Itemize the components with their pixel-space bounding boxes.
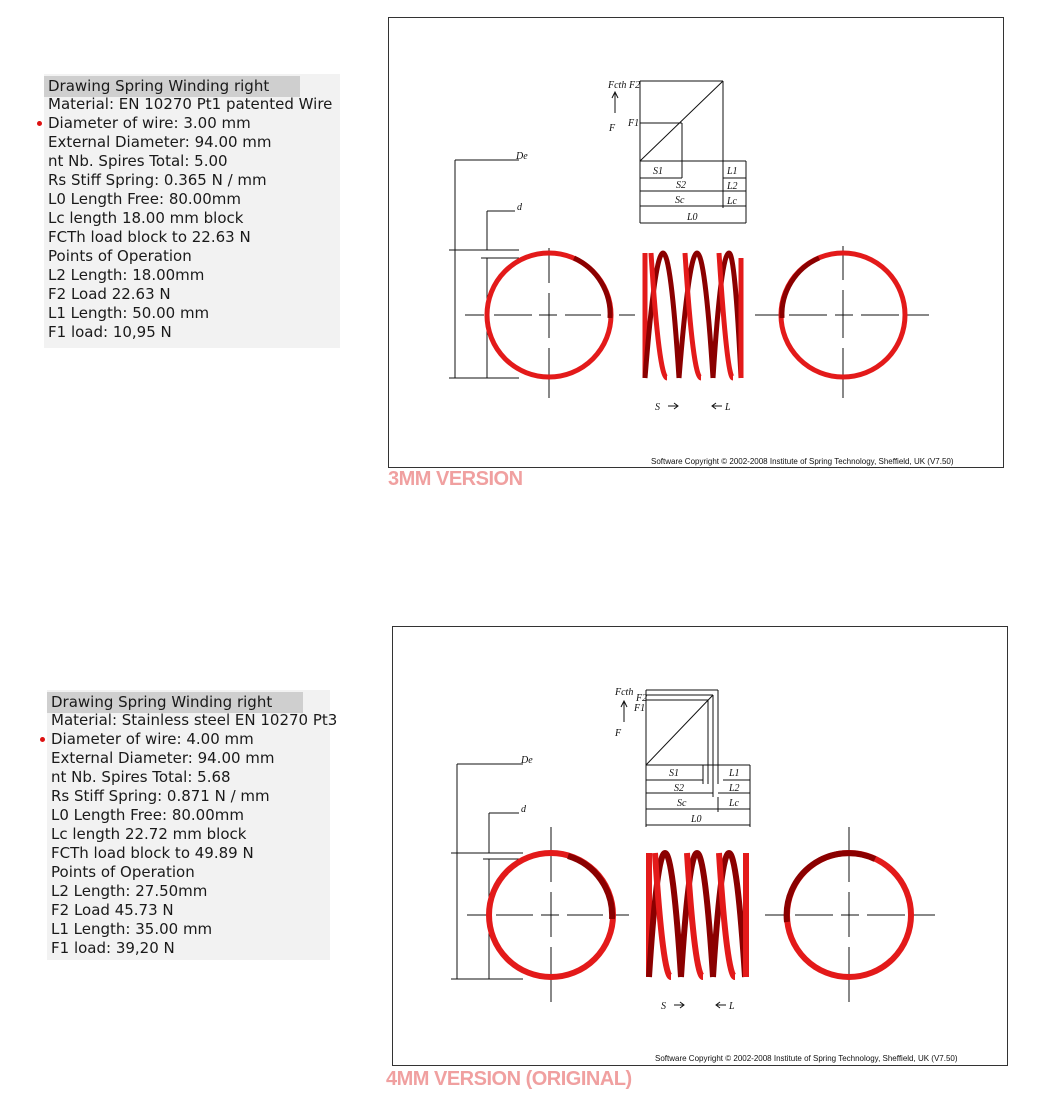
- label-f2: F2: [629, 80, 641, 91]
- label-sc: Sc: [675, 195, 685, 206]
- spec-l1: L1 Length: 50.00 mm: [48, 304, 210, 322]
- spec-fcth: FCTh load block to 22.63 N: [48, 228, 251, 246]
- label-l1: L1: [729, 768, 740, 779]
- spec-l2: L2 Length: 27.50mm: [51, 882, 208, 900]
- spec-panel-3mm: [44, 74, 340, 348]
- version-caption-3mm: 3MM VERSION: [388, 468, 523, 490]
- spec-panel-4mm: [47, 690, 338, 960]
- spring-drawing-3mm: [388, 17, 1004, 468]
- label-s2: S2: [674, 783, 684, 794]
- label-lc: Lc: [729, 798, 739, 809]
- spec-wire-diameter: Diameter of wire: 4.00 mm: [51, 730, 337, 749]
- spec-f2: F2 Load 45.73 N: [51, 901, 174, 919]
- label-l0: L0: [691, 814, 702, 825]
- label-f1: F1: [628, 118, 640, 129]
- bullet-icon: [37, 121, 42, 126]
- spec-f1: F1 load: 10,95 N: [48, 323, 172, 341]
- label-s: S: [661, 1001, 666, 1012]
- label-f1: F1: [634, 703, 646, 714]
- bullet-icon: [40, 737, 45, 742]
- spec-l2: L2 Length: 18.00mm: [48, 266, 205, 284]
- spec-f2: F2 Load 22.63 N: [48, 285, 171, 303]
- label-s: S: [655, 402, 660, 413]
- spec-spires: nt Nb. Spires Total: 5.00: [48, 152, 228, 170]
- version-caption-4mm: 4MM VERSION (ORIGINAL): [386, 1068, 632, 1090]
- copyright-text: Software Copyright © 2002-2008 Institute of Spring Technology, Sheffield, UK (V7.50): [651, 457, 954, 466]
- label-d: d: [517, 202, 522, 213]
- spec-heading: Drawing Spring Winding right: [44, 76, 300, 97]
- label-l2: L2: [729, 783, 740, 794]
- label-l: L: [729, 1001, 735, 1012]
- spec-l1: L1 Length: 35.00 mm: [51, 920, 213, 938]
- label-fcth: Fcth: [608, 80, 627, 91]
- label-lc: Lc: [727, 196, 737, 207]
- spec-external-diameter: External Diameter: 94.00 mm: [48, 133, 272, 151]
- label-de: De: [521, 755, 533, 766]
- spec-external-diameter: External Diameter: 94.00 mm: [51, 749, 275, 767]
- spec-stiffness: Rs Stiff Spring: 0.871 N / mm: [51, 787, 270, 805]
- spec-heading: Drawing Spring Winding right: [47, 692, 303, 713]
- spring-drawing-4mm: [392, 626, 1008, 1066]
- label-de: De: [516, 151, 528, 162]
- spec-spires: nt Nb. Spires Total: 5.68: [51, 768, 231, 786]
- label-s1: S1: [653, 166, 663, 177]
- spec-f1: F1 load: 39,20 N: [51, 939, 175, 957]
- spec-l0: L0 Length Free: 80.00mm: [48, 190, 241, 208]
- spec-points: Points of Operation: [48, 247, 192, 265]
- spec-material: Material: Stainless steel EN 10270 Pt3: [51, 711, 338, 729]
- spec-lc: Lc length 18.00 mm block: [48, 209, 244, 227]
- label-l0: L0: [687, 212, 698, 223]
- label-fcth: Fcth: [615, 687, 634, 698]
- label-l: L: [725, 402, 731, 413]
- label-l1: L1: [727, 166, 738, 177]
- label-l2: L2: [727, 181, 738, 192]
- label-s1: S1: [669, 768, 679, 779]
- label-s2: S2: [676, 180, 686, 191]
- label-f: F: [615, 728, 622, 739]
- label-d: d: [521, 804, 526, 815]
- copyright-text: Software Copyright © 2002-2008 Institute of Spring Technology, Sheffield, UK (V7.50): [655, 1054, 958, 1063]
- spec-points: Points of Operation: [51, 863, 195, 881]
- label-f2: F2: [636, 693, 648, 704]
- spec-wire-diameter: Diameter of wire: 3.00 mm: [48, 114, 332, 133]
- spec-stiffness: Rs Stiff Spring: 0.365 N / mm: [48, 171, 267, 189]
- label-sc: Sc: [677, 798, 687, 809]
- label-f: F: [609, 123, 616, 134]
- spec-fcth: FCTh load block to 49.89 N: [51, 844, 254, 862]
- spec-l0: L0 Length Free: 80.00mm: [51, 806, 244, 824]
- spec-material: Material: EN 10270 Pt1 patented Wire: [48, 95, 333, 113]
- spec-lc: Lc length 22.72 mm block: [51, 825, 247, 843]
